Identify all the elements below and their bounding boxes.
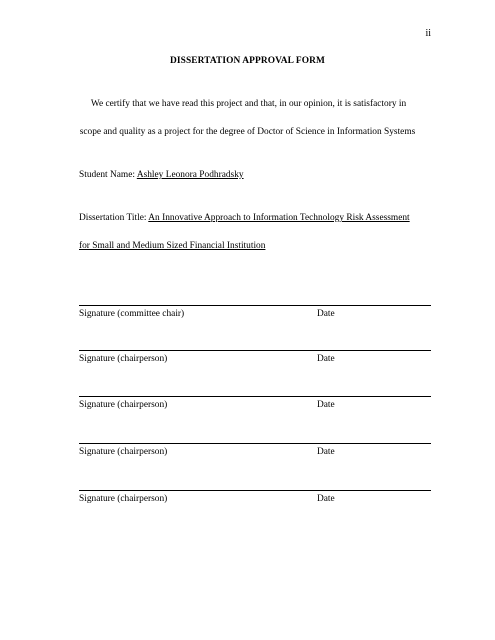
signature-block-committee-chair (79, 305, 431, 323)
signature-label: Signature (committee chair) (79, 309, 185, 319)
student-name-label: Student Name: (79, 170, 137, 180)
signature-line (79, 350, 431, 351)
signature-block-chairperson-2 (79, 396, 431, 414)
signature-label: Signature (chairperson) (79, 354, 168, 364)
form-title: DISSERTATION APPROVAL FORM (170, 56, 325, 66)
date-label: Date (317, 400, 335, 410)
dissertation-title-value-line-2: for Small and Medium Sized Financial Institution (79, 241, 266, 251)
dissertation-title-value-line-1: An Innovative Approach to Information Technology Risk Assessment (148, 213, 410, 223)
dissertation-title-label: Dissertation Title: (79, 213, 149, 223)
certification-line-1: We certify that we have read this project and that, in our opinion, it is satisfactory in (90, 99, 407, 109)
signature-block-chairperson-3 (79, 443, 431, 461)
date-label: Date (317, 447, 335, 457)
dissertation-title-continuation (79, 241, 265, 251)
dissertation-title-field (79, 213, 410, 223)
signature-block-chairperson-1 (79, 350, 431, 368)
signature-line (79, 396, 431, 397)
signature-label: Signature (chairperson) (79, 400, 168, 410)
date-label: Date (317, 309, 335, 319)
date-label: Date (317, 494, 335, 504)
page-number: ii (425, 28, 431, 39)
signature-line (79, 443, 431, 444)
signature-line (79, 490, 431, 491)
signature-block-chairperson-4 (79, 490, 431, 508)
student-name-field (79, 170, 244, 180)
certification-line-2: scope and quality as a project for the degree of Doctor of Science in Information Systems (79, 127, 416, 137)
student-name-value: Ashley Leonora Podhradsky (136, 170, 244, 180)
date-label: Date (317, 354, 335, 364)
signature-line (79, 305, 431, 306)
signature-label: Signature (chairperson) (79, 447, 168, 457)
signature-label: Signature (chairperson) (79, 494, 168, 504)
